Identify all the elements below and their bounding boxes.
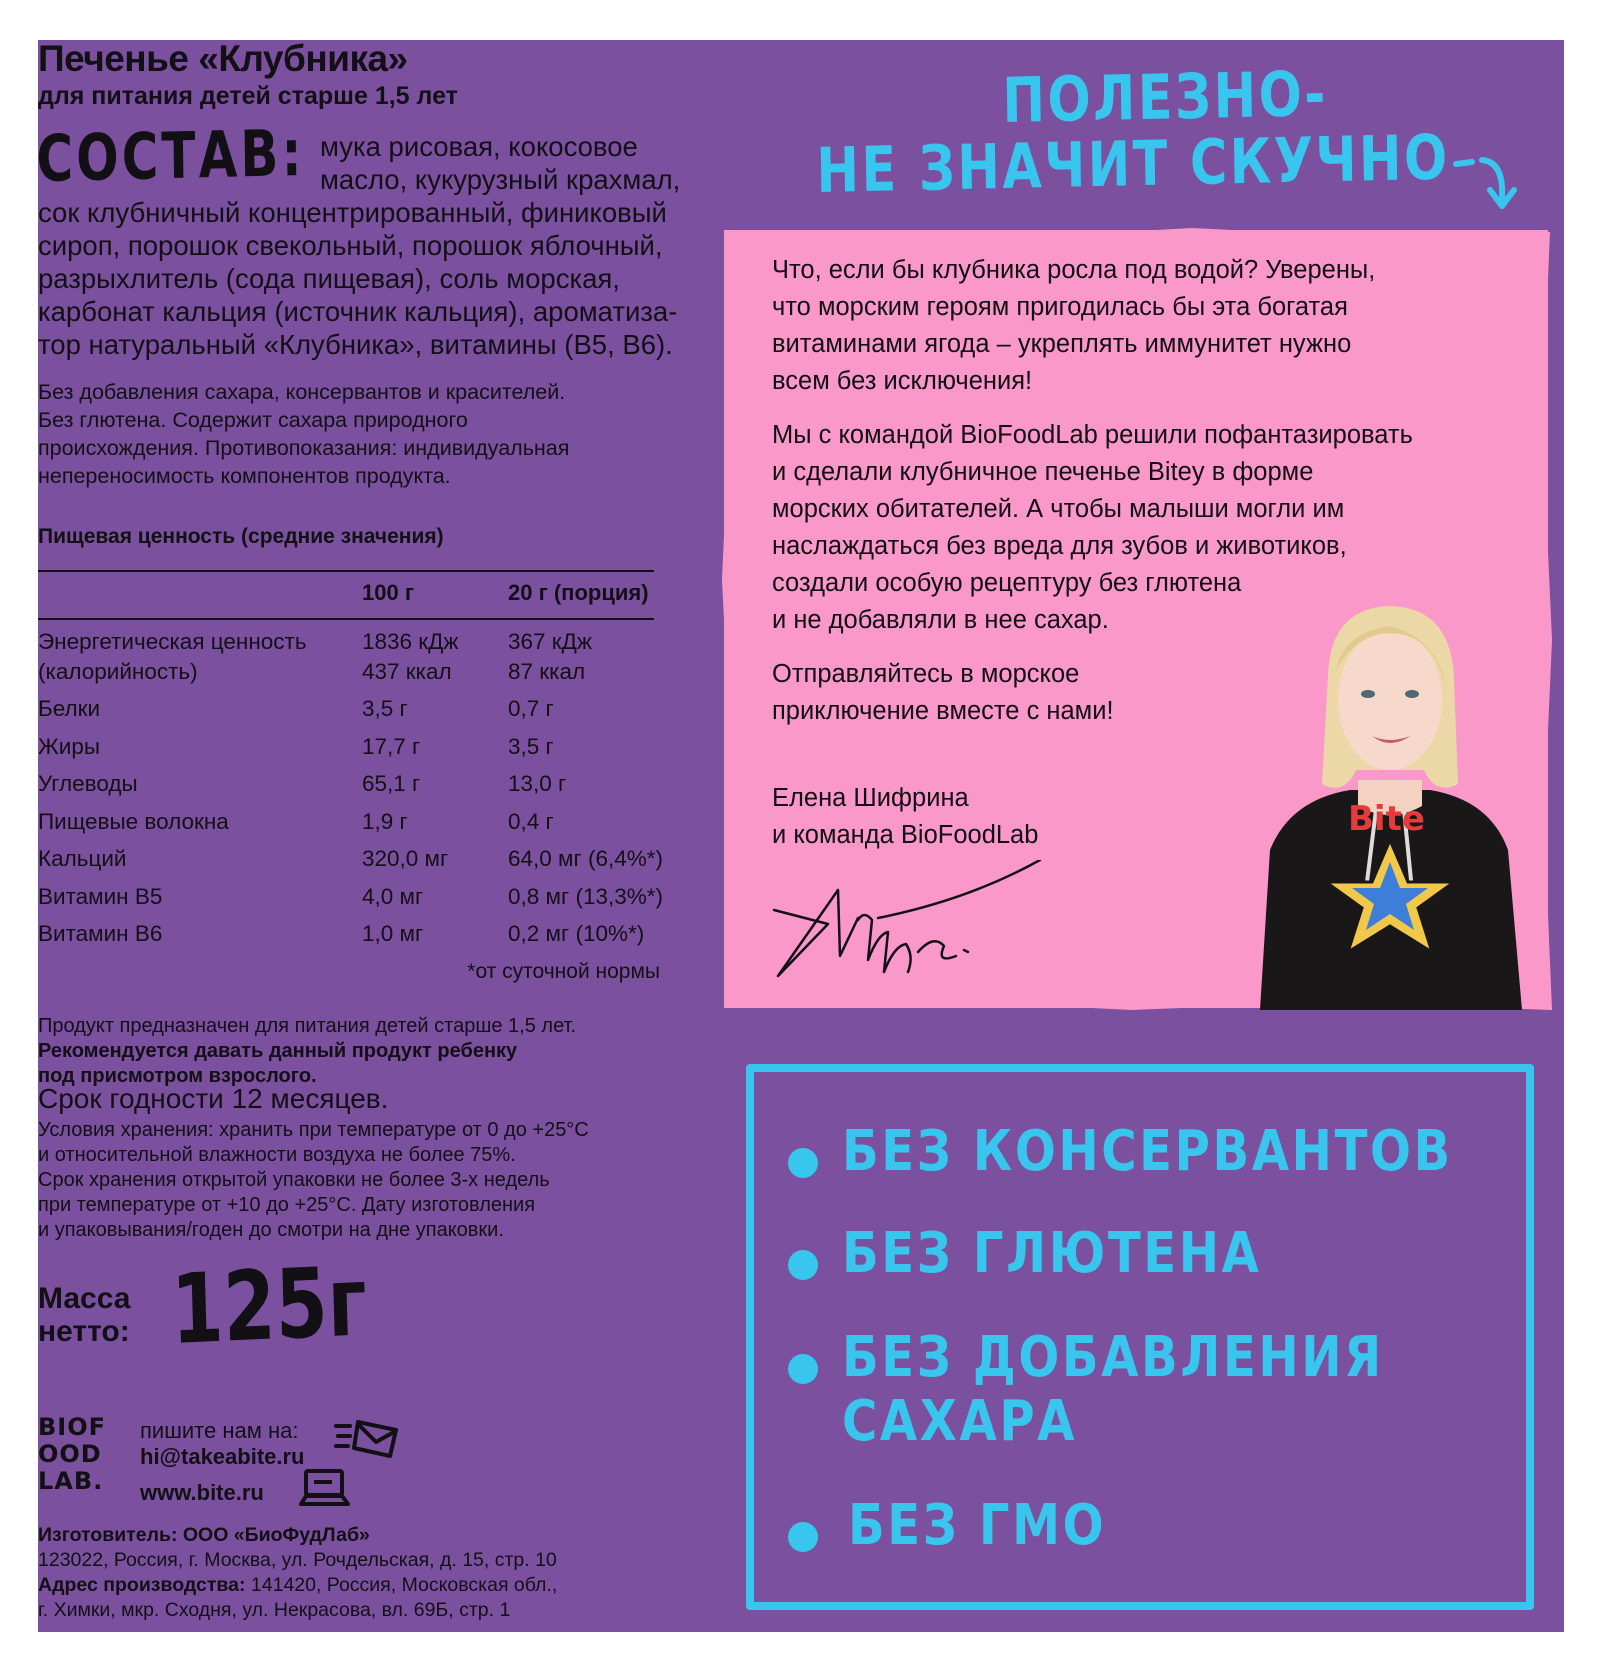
write-us-label: пишите нам на: bbox=[140, 1418, 299, 1443]
bullet-dot bbox=[788, 1354, 818, 1384]
handwritten-signature bbox=[768, 860, 1048, 990]
nutrition-name: Пищевые волокна bbox=[38, 809, 229, 834]
nutrition-per100: 437 ккал bbox=[362, 659, 452, 684]
nutrition-per100: 3,5 г bbox=[362, 696, 408, 721]
composition-line: сок клубничный концентрированный, финиковый bbox=[38, 197, 667, 228]
nutrition-name: Энергетическая ценность bbox=[38, 629, 307, 654]
bullet-dot bbox=[788, 1250, 818, 1280]
nutrition-portion: 64,0 мг (6,4%*) bbox=[508, 846, 663, 871]
manufacturer-address: 123022, Россия, г. Москва, ул. Рочдельская, д. 15, стр. 10 bbox=[38, 1549, 557, 1571]
purpose-text: Продукт предназначен для питания детей старше 1,5 лет. Рекомендуется давать данный продукт ребенку под присмотром взрослого. bbox=[38, 1015, 577, 1087]
letter-paragraph-3: Отправляйтесь в морское приключение вместе с нами! bbox=[772, 660, 1114, 725]
benefit-no-preservatives: БЕЗ КОНСЕРВАНТОВ bbox=[842, 1119, 1453, 1184]
nutrition-portion: 87 ккал bbox=[508, 659, 586, 684]
nutrition-per100: 4,0 мг bbox=[362, 884, 424, 909]
slogan-line-2: НЕ ЗНАЧИТ СКУЧНО bbox=[815, 120, 1451, 207]
biofoodlab-logo: BIOF OOD LAB. bbox=[38, 1413, 107, 1495]
benefit-no-gmo: БЕЗ ГМО bbox=[848, 1493, 1107, 1558]
nutrition-name: Кальций bbox=[38, 846, 127, 871]
nutrition-name: Жиры bbox=[38, 734, 101, 759]
composition-line: сироп, порошок свекольный, порошок яблочный, bbox=[38, 230, 663, 261]
production-address: Адрес производства: 141420, Россия, Московская обл., bbox=[38, 1574, 558, 1596]
benefit-no-added-sugar: БЕЗ ДОБАВЛЕНИЯ bbox=[842, 1325, 1384, 1390]
composition-line: тор натуральный «Клубника», витамины (B5, B6). bbox=[38, 329, 673, 360]
nutrition-name: (калорийность) bbox=[38, 659, 198, 684]
product-title: Печенье «Клубника» bbox=[38, 38, 408, 79]
nutrition-per100: 1836 кДж bbox=[362, 629, 459, 654]
letter-paragraph-2: Мы с командой BioFoodLab решили пофантазировать и сделали клубничное печенье Bitey в форме морских обитателей. А чтобы малыши могли им наслаждаться без вреда для зубов и животиков, создали особую рецептуру без глютена и не добавляли в нее сахар. bbox=[772, 421, 1413, 634]
author-photo bbox=[1240, 600, 1540, 1010]
production-address-line2: г. Химки, мкр. Сходня, ул. Некрасова, вл. 69Б, стр. 1 bbox=[38, 1599, 511, 1621]
nutrition-divider-top bbox=[38, 570, 654, 572]
nutrition-col-portion: 20 г (порция) bbox=[508, 580, 649, 605]
nutrition-portion: 0,7 г bbox=[508, 696, 554, 721]
slogan-line-1: ПОЛЕЗНО- bbox=[1001, 57, 1329, 137]
nutrition-name: Белки bbox=[38, 696, 101, 721]
nutrition-footnote: *от суточной нормы bbox=[467, 960, 660, 983]
nutrition-col-100g: 100 г bbox=[362, 580, 414, 605]
nutrition-per100: 1,0 мг bbox=[362, 921, 424, 946]
benefit-gluten-free: БЕЗ ГЛЮТЕНА bbox=[842, 1221, 1262, 1286]
benefit-no-added-sugar-line2: САХАРА bbox=[842, 1389, 1078, 1454]
nutrition-divider-bottom bbox=[38, 618, 654, 620]
nutrition-portion: 3,5 г bbox=[508, 734, 554, 759]
mail-icon bbox=[334, 1416, 402, 1460]
nutrition-per100: 65,1 г bbox=[362, 771, 421, 796]
website-link[interactable]: www.bite.ru bbox=[140, 1480, 264, 1505]
nutrition-per100: 320,0 мг bbox=[362, 846, 449, 871]
nutrition-name: Углеводы bbox=[38, 771, 138, 796]
composition-label: СОСТАВ: bbox=[35, 116, 306, 197]
nutrition-per100: 1,9 г bbox=[362, 809, 408, 834]
shelf-life: Срок годности 12 месяцев. bbox=[38, 1083, 389, 1114]
nutrition-portion: 367 кДж bbox=[508, 629, 592, 654]
nutrition-per100: 17,7 г bbox=[362, 734, 421, 759]
net-mass-value: 125г bbox=[169, 1245, 369, 1366]
hoodie-logo-text: Bite bbox=[1348, 799, 1425, 839]
arrow-down-icon bbox=[1452, 148, 1522, 220]
product-subtitle: для питания детей старше 1,5 лет bbox=[38, 82, 458, 110]
nutrition-name: Витамин B5 bbox=[38, 884, 163, 909]
letter-signature-name: Елена Шифрина и команда BioFoodLab bbox=[772, 784, 1039, 849]
nutrition-portion: 13,0 г bbox=[508, 771, 567, 796]
laptop-icon bbox=[298, 1468, 352, 1508]
nutrition-portion: 0,2 мг (10%*) bbox=[508, 921, 645, 946]
letter-paragraph-1: Что, если бы клубника росла под водой? Уверены, что морским героям пригодилась бы эта богатая витаминами ягода – укреплять иммунитет нужно всем без исключения! bbox=[772, 256, 1376, 395]
bullet-dot bbox=[788, 1522, 818, 1552]
composition-text bbox=[38, 130, 738, 361]
composition-line: карбонат кальция (источник кальция), ароматиза- bbox=[38, 296, 678, 327]
nutrition-heading: Пищевая ценность (средние значения) bbox=[38, 525, 444, 548]
composition-line: разрыхлитель (сода пищевая), соль морская, bbox=[38, 263, 620, 294]
manufacturer-line: Изготовитель: ООО «БиоФудЛаб» bbox=[38, 1524, 370, 1546]
composition-line: мука рисовая, кокосовое bbox=[320, 131, 638, 162]
nutrition-portion: 0,8 мг (13,3%*) bbox=[508, 884, 663, 909]
storage-conditions: Условия хранения: хранить при температуре от 0 до +25°С и относительной влажности воздуха не более 75%. Срок хранения открытой упаковки не более 3-х недель при температуре от +10 до +25°С. Дату изготовления и упаковывания/годен до смотри на дне упаковки. bbox=[38, 1119, 589, 1241]
net-mass-label: Масса нетто: bbox=[38, 1282, 131, 1348]
email-link[interactable]: hi@takeabite.ru bbox=[140, 1444, 305, 1469]
nutrition-portion: 0,4 г bbox=[508, 809, 554, 834]
bullet-dot bbox=[788, 1148, 818, 1178]
product-notes: Без добавления сахара, консервантов и красителей. Без глютена. Содержит сахара природного происхождения. Противопоказания: индивидуальная непереносимость компонентов продукта. bbox=[38, 380, 570, 488]
nutrition-name: Витамин B6 bbox=[38, 921, 163, 946]
composition-line: масло, кукурузный крахмал, bbox=[320, 164, 681, 195]
